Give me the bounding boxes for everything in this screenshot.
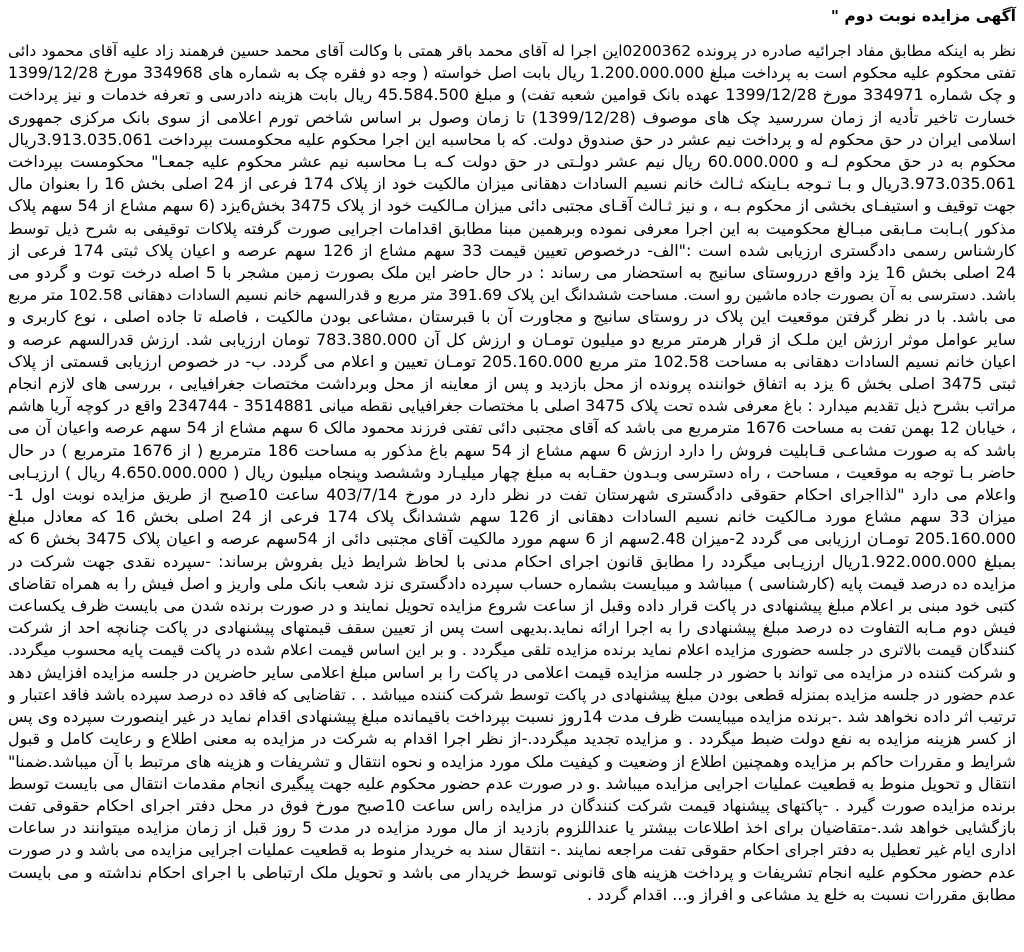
notice-line: می باشد. با در نظر گرفتن موقعیت این پلاک در روستای سانیج و مجاورت آن با قبرستان ،مشاعی بودن مالکیت ، فاصله تا جاده اصلی ، نوع کاربری و xyxy=(8,307,1016,327)
notice-line: کتبی خود مبنی بر اعلام مبلغ پیشنهادی در پاکت قرار داده وقبل از ساعت شروع مزایده تحویل نمایند و در صورت برنده شدن می بایست ظرف یکساعت xyxy=(8,596,1016,616)
notice-line: بازگشایی خواهد شد.-متقاضیان برای اخذ اطلاعات بیشتر یا عنداللزوم بازدید از مال مورد مزایده در مدت 5 روز قبل از زمان مزایده میتوانند در ساعات xyxy=(8,818,1016,838)
notice-line: از کسر هزینه مزایده به نفع دولت ضبط میگردد . و مزایده تجدید میگردد.-از نظر اجرا اقدام به شرکت در مزایده به معنی اطلاع و رعایت کامل و قبول xyxy=(8,729,1016,749)
notice-line: 24 اصلی بخش 16 یزد واقع درروستای سانیج به استحضار می رساند : در حال حاضر این ملک بصورت زمین مشجر با 5 اصله درخت توت و گردو می xyxy=(8,263,1016,283)
notice-line: حاضر بـا توجه به موقعیت ، مساحت ، راه دسترسی وبـدون حقـابه به مبلغ چهار میلیـارد وششصد وپنجاه میلیون ریال ( 4.650.000.000 ریال ) ارزیـابی xyxy=(8,462,1016,482)
notice-line: فیش دوم مـابه التفاوت ده درصد مبلغ پیشنهادی را به اجرا ارائه نماید.بدیهی است پس از تعیین سقف قیمتهای پیشنهادی در پاکت چنانچه احد از شرکت xyxy=(8,618,1016,638)
notice-line: میزان 33 سهم مشاع مورد مـالکیت خانم نسیم السادات دهقانی از 126 سهم ششدانگ پلاک 174 فرعی از 24 اصلی بخش 16 که معادل مبلغ xyxy=(8,507,1016,527)
notice-line: نظر به اینکه مطابق مفاد اجرائیه صادره در پرونده 0200362این اجرا له آقای محمد باقر همتی با وکالت آقای محمد حسین فرهمند زاد علیه آقای محمود دائی xyxy=(8,42,1016,60)
notice-line: محکوم به در حق محکوم لـه و 60.000.000 ریال نیم عشر دولـتی در حق دولت کـه بـا محاسبه نیم عشر محکوم علیه جمعـا" محکومست بپرداخت xyxy=(8,152,1016,172)
notice-line: اعیان خانم نسیم السادات دهقانی به مساحت 102.58 متر مربع 205.160.000 تومـان تعیین و اعلام می گردد. ب- در خصوص ارزیابی قسمتی از پلاک xyxy=(8,351,1016,371)
notice-line: مطابق مقررات نسبت به خلع ید مشاعی و افراز و... اقدام گردد . xyxy=(586,884,1016,904)
notice-line: انتقال و تحویل منوط به قطعیت عملیات اجرایی مزایده میباشد .و در صورت عدم حضور محکوم علیه جهت پیگیری انجام مقدمات انتقال می بایست توسط xyxy=(8,773,1016,793)
notice-line: عدم حضور در جلسه مزایده بمنزله قطعی بودن مبلغ پیشنهادی در پاکت توسط شرکت کننده میباشد . . تقاضایی که فاقد ده درصد سپرده باشد فاقد اعتبار و xyxy=(8,684,1016,704)
notice-line: مراتب بشرح ذیل تقدیم میدارد : باغ معرفی شده تحت پلاک 3475 اصلی با مختصات جغرافیایی نقطه میانی 3514881 - 234744 واقع در کوچه آریا هاشم xyxy=(8,396,1016,416)
notice-line: اسلامی ایران در حق محکوم له و پرداخت نیم عشر در حق صندوق دولت. که با محاسبه این اجرا محکوم علیه محکومست بپرداخت 3.913.035.061ریال xyxy=(8,129,1016,149)
notice-line: و چک شماره 334971 مورخ 1399/12/28 عهده بانک قوامین شعبه تفت) و مبلغ 45.584.500 ریال بابت هزینه دادرسی و تعرفه خدمات و نیز پرداخت xyxy=(8,85,1016,105)
notice-line: اداری ایام غیر تعطیل به دفتر اجرای احکام حقوقی تفت مراجعه نمایند .- انتقال سند به خریدار منوط به قطعیت عملیات اجرایی مزایده می باشد و در صورت xyxy=(8,840,1016,860)
notice-line: 3.973.035.061ریال و بـا تـوجه بـاینکه ثـالث خانم نسیم السادات دهقانی میزان مالکیت خود از پلاک 174 فرعی از 24 اصلی بخش 16 را بعنوان مال xyxy=(8,174,1016,194)
notice-line: باشد. دسترسی به آن بصورت جاده ماشین رو است. مساحت ششدانگ این پلاک 391.69 متر مربع و قدرالسهم خانم نسیم السادات دهقانی 102.58 متر مربع xyxy=(8,286,1016,305)
notice-line: واعلام می دارد "لذااجرای احکام حقوقی دادگستری شهرستان تفت در نظر دارد در مورخ 403/7/14 ساعت 10صبح از طریق مزایده نوبت اول 1- xyxy=(8,485,1016,505)
notice-line: ، خیابان 12 بهمن تفت به مساحت 1676 مترمربع می باشد که آقای مجتبی دائی تفتی فرزند محمود مالک 6 سهم مشاع از 54 سهم عرصه واعیان آن می xyxy=(8,418,1016,438)
notice-line: مزایده ده درصد قیمت پایه (کارشناسی ) میباشد و میبایست بشماره حساب سپرده دادگستری نزد شعب بانک ملی واریز و اصل فیش را به همراه تقاضای xyxy=(8,573,1016,593)
notice-line: 205.160.000 تومـان ارزیابی می گردد 2-میزان 2.48سهم از 6 سهم مورد مالکیت آقای مجتبی دائی از 54سهم عرصه و اعیان پلاک 3475 بخش 6 که xyxy=(8,529,1016,549)
notice-body xyxy=(8,40,1016,906)
notice-line: خسارت تاخیر تأدیه از زمان سررسید چک های موصوف (1399/12/28) تا زمان وصول بر اساس شاخص تورم اعلامی از سوی بانک مرکزی جمهوری xyxy=(8,107,1016,127)
notice-line: تفتی محکوم علیه محکوم است به پرداخت مبلغ 1.200.000.000 ریال بابت اصل خواسته ( وجه دو فقره چک به شماره های 334968 مورخ 1399/12/28 xyxy=(8,63,1016,83)
notice-line: کارشناس رسمی دادگستری ارزیابی شده است :"الف- درخصوص تعیین قیمت 33 سهم مشاع از 126 سهم عرصه و اعیان پلاک ثبتی 174 فرعی از xyxy=(8,240,1016,260)
notice-line: ثبتی 3475 اصلی بخش 6 یزد به اتفاق خواننده پرونده از محل بازدید و پس از معاینه از محل وبرداشت مختصات جغرافیایی ، بررسی های لازم انجام xyxy=(8,374,1016,394)
notice-line: عدم حضور محکوم علیه انجام تشریفات و پرداخت هزینه های قانونی توسط خریدار می باشد و تحویل ملک ارتباطی با اجرای احکام نداشته و می بایست xyxy=(8,862,1016,882)
notice-line: ترتیب اثر داده نخواهد شد .-برنده مزایده میبایست ظرف مدت 14روز نسبت بپرداخت باقیمانده مبلغ پیشنهادی اقدام نماید در غیر اینصورت سپرده وی پس xyxy=(8,707,1016,727)
notice-line: کنندگان قیمت بالاتری در جلسه حضوری مزایده اعلام نماید برنده مزایده تلقی میگردد . و بر این اساس قیمت اعلام شده در پاکت قیمت پایه محسوب میگردد. xyxy=(8,641,1016,660)
notice-line: باشد که به صورت مشاعـی قـابلیت فروش را دارد ارزش 6 سهم مشاع از 54 سهم باغ مذکور به مساحت 186 مترمربع ( از 1676 مترمربع ) در حال xyxy=(8,440,1016,460)
notice-line: جهت توقیف و استیفـای بخشی از محکوم بـه ، و نیز ثـالث آقـای مجتبی دائی میزان مـالکیت خود از پلاک 3475 بخش6یزد (6 سهم مشاع از 54 سهم پلاک xyxy=(8,196,1016,216)
notice-line: برنده مزایده صورت گیرد . -پاکتهای پیشنهاد قیمت شرکت کنندگان در مزایده راس ساعت 10صبح مورخ فوق در محل دفتر اجرای احکام حقوقی تفت xyxy=(8,795,1016,815)
notice-line: مذکور )بـابت مـابقی مبـالغ محکومیت به این اجرا معرفی نموده وبرهمین مبنا مطابق اقدامات اجرایی صورت گرفته پلاکات توقیفی به شرح ذیل توسط xyxy=(8,218,1016,238)
notice-title: آگهی مزایده نوبت دوم " xyxy=(830,7,1016,25)
notice-line: سایر عوامل موثر ارزش این ملـک از قرار هرمتر مربع دو میلیون تومـان و ارزش کل آن 783.380.000 تومان ارزیابی شد. ارزش قدرالسهم عرصه و xyxy=(8,329,1016,349)
notice-line: شرایط و مقررات حاکم بر مزایده وهمچنین اطلاع از وضعیت و کیفیت ملک مورد مزایده و نحوه انتقال و تشریفات و هزینه های مرتبط با آن میباشد.ضمنا" xyxy=(8,751,1016,771)
notice-line: و شرکت کننده در مزایده می تواند با حضور در جلسه مزایده قیمت اعلامی در پاکت را بر اساس مبلغ اعلامی سایر حاضرین در جلسه مزایده افزایش دهد xyxy=(8,662,1016,682)
notice-line: بمبلغ 1.922.000.000ریال ارزیـابی میگردد را مطابق قانون اجرای احکام مدنی با لحاظ شرایط ذیل بفروش برساند: -سپرده نقدی جهت شرکت در xyxy=(8,551,1016,571)
